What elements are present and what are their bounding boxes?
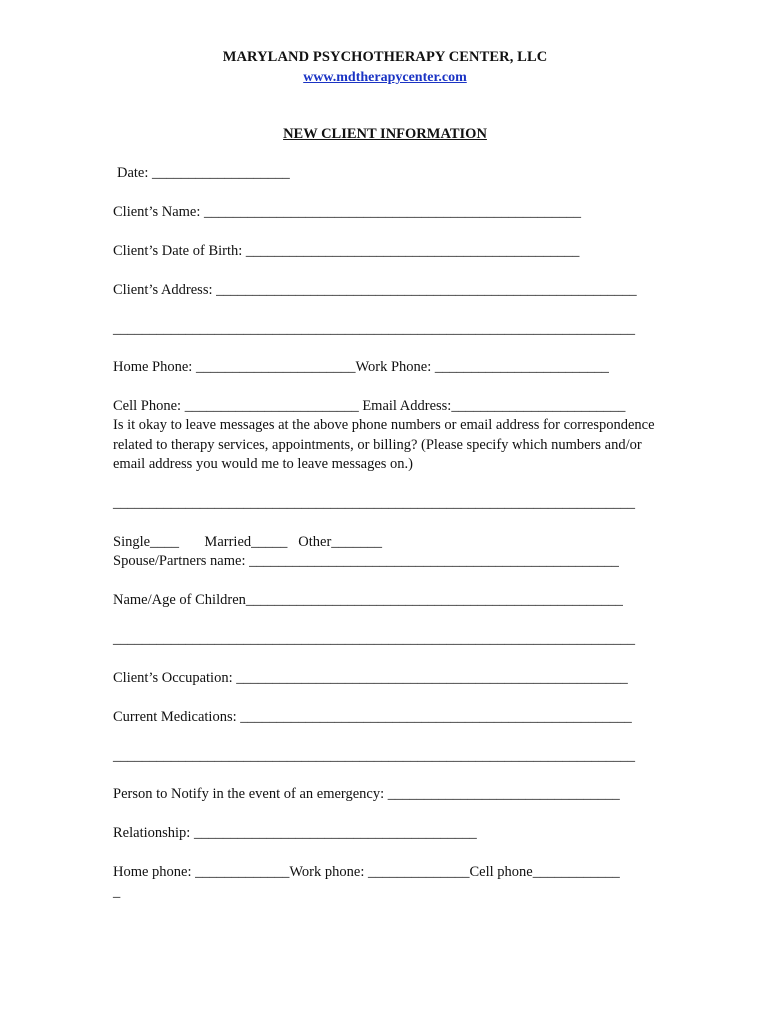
client-dob-field[interactable]: Client’s Date of Birth: ______________________________________________ xyxy=(113,243,580,259)
relationship-field[interactable]: Relationship: _______________________________________ xyxy=(113,825,477,841)
client-address-line2[interactable]: ________________________________________________________________________ xyxy=(113,321,635,337)
phones-field[interactable]: Home Phone: ______________________Work Phone: ________________________ xyxy=(113,359,609,375)
medications-line2[interactable]: ________________________________________________________________________ xyxy=(113,748,635,764)
children-line2[interactable]: ________________________________________________________________________ xyxy=(113,631,635,647)
org-name: MARYLAND PSYCHOTHERAPY CENTER, LLC xyxy=(222,49,548,65)
form-title: NEW CLIENT INFORMATION xyxy=(283,126,487,142)
children-field[interactable]: Name/Age of Children____________________________________________________ xyxy=(113,592,623,608)
emergency-person-field[interactable]: Person to Notify in the event of an emergency: ________________________________ xyxy=(113,786,620,802)
emergency-phones-field[interactable]: Home phone: _____________Work phone: ______________Cell phone____________ xyxy=(113,864,620,880)
messages-answer-line[interactable]: ________________________________________________________________________ xyxy=(113,495,635,511)
spouse-name-field[interactable]: Spouse/Partners name: ___________________________________________________ xyxy=(113,553,619,569)
trailing-underscore: _ xyxy=(113,884,121,900)
marital-status-field[interactable]: Single____ Married_____ Other_______ xyxy=(113,534,383,550)
occupation-field[interactable]: Client’s Occupation: ______________________________________________________ xyxy=(113,670,628,686)
cell-email-field[interactable]: Cell Phone: ________________________ Email Address:________________________ xyxy=(113,398,626,414)
form-title-wrapper xyxy=(0,125,770,143)
date-field[interactable]: Date: ___________________ xyxy=(117,165,290,181)
client-name-field[interactable]: Client’s Name: ____________________________________________________ xyxy=(113,204,582,220)
messages-question: Is it okay to leave messages at the above phone numbers or email address for correspondence related to therapy services, appointments, or billing? (Please specify which numbers and/or email address you would me to leave messages on.) xyxy=(113,417,655,472)
client-address-field[interactable]: Client’s Address: __________________________________________________________ xyxy=(113,282,637,298)
medications-field[interactable]: Current Medications: ______________________________________________________ xyxy=(113,709,632,725)
website-link-wrapper xyxy=(0,68,770,87)
website-link[interactable]: www.mdtherapycenter.com xyxy=(303,70,467,85)
